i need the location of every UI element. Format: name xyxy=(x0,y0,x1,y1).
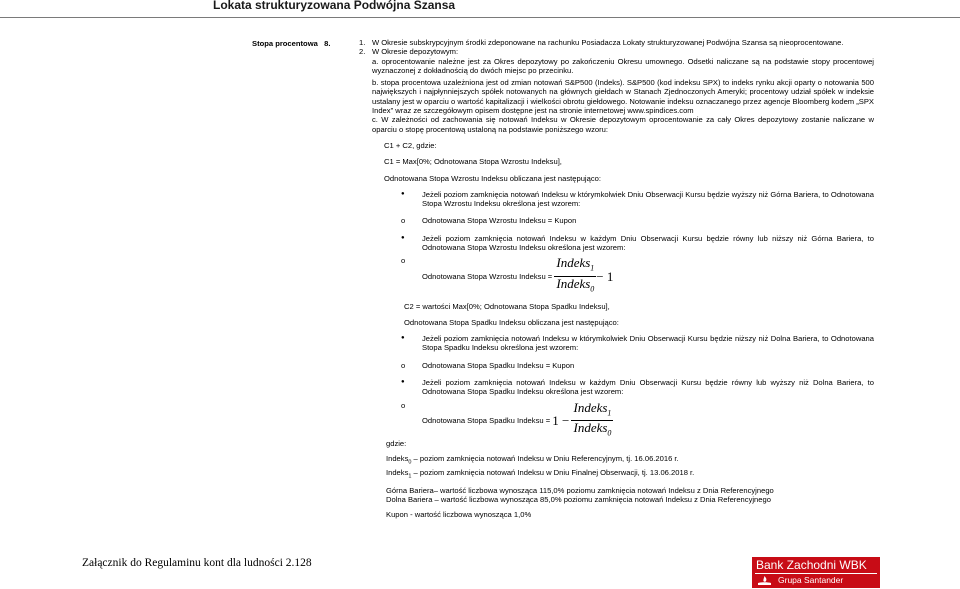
definition-dolna-bariera: Dolna Bariera – wartość liczbowa wynosząca 85,0% poziomu zamknięcia notowań Indeksu z Dnia Referencyjnego xyxy=(386,495,771,505)
footer-text: Załącznik do Regulaminu kont dla ludności 2.128 xyxy=(82,557,312,569)
c2-case1-result: o Odnotowana Stopa Spadku Indeksu = Kupon xyxy=(400,361,874,370)
page-title: Lokata strukturyzowana Podwójna Szansa xyxy=(213,0,456,12)
formula-c2-intro: Odnotowana Stopa Spadku Indeksu obliczana jest następująco: xyxy=(404,317,619,327)
definition-kupon: Kupon - wartość liczbowa wynosząca 1,0% xyxy=(386,510,532,520)
item-number: 2. xyxy=(359,47,366,57)
flame-icon xyxy=(757,576,772,585)
c2-case1: ● Jeżeli poziom zamknięcia notowań Indeksu w którymkolwiek Dniu Obserwacji Kursu będzie niższy niż Dolna Bariera, to Odnotowana Stopa Spadku Indeksu określona jest wzorem: xyxy=(400,334,874,353)
item-text: W Okresie subskrypcyjnym środki zdeponowane na rachunku Posiadacza Lokaty strukturyzowanej Podwójna Szansa są nieoprocentowane. xyxy=(372,38,844,47)
c1-case2-formula: o Odnotowana Stopa Wzrostu Indeksu = $\frac{Indeks_1}{Indeks_0}$ − 1 xyxy=(400,256,874,296)
subitem-c: c. W zależności od zachowania się notowań Indeksu w Okresie depozytowym oprocentowanie za cały Okres depozytowy zostanie naliczane w oparciu o stopę procentową ustaloną na podstawie poniższego wzoru: xyxy=(372,115,874,134)
c1-case1: ● Jeżeli poziom zamknięcia notowań Indeksu w którymkolwiek Dniu Obserwacji Kursu będzie wyższy niż Górna Bariera, to Odnotowana Stopa Wzrostu Indeksu określona jest wzorem: xyxy=(400,190,874,209)
c1-case2: ● Jeżeli poziom zamknięcia notowań Indeksu w każdym Dniu Obserwacji Kursu będzie równy lub niższy niż Górna Bariera, to Odnotowana Stopa Wzrostu Indeksu określona jest wzorem: xyxy=(400,234,874,253)
index-ratio-fraction: $\frac{Indeks_1}{Indeks_0}$ xyxy=(573,399,612,438)
formula-sum: C1 + C2, gdzie: xyxy=(384,140,437,150)
section-title: Stopa procentowa xyxy=(252,39,318,48)
logo-group-name: Grupa Santander xyxy=(778,575,844,585)
c1-case1-result: o Odnotowana Stopa Wzrostu Indeksu = Kupon xyxy=(400,216,874,225)
item-number: 1. xyxy=(359,38,366,47)
subitem-b: b. stopa procentowa uzależniona jest od zmian notowań S&P500 (Indeks). S&P500 (kod indeksu SPX) to indeks rynku akcji oparty o notowania 500 największych i najpłynniejszych spółek notowanych na głównych giełdach w Stanach Zjednoczonych Ameryki; procentowy udział spółek w indeksie ustalany jest w oparciu o wartość kapitalizacji i wielkości obrotu giełdowego. Notowanie indeksu oznaczanego przez agencje Bloomberg kodem „SPX Index” wraz ze szczegółowym opisem dostępne jest na stronie internetowej www.spindices.com xyxy=(372,78,874,116)
logo-divider xyxy=(755,573,877,574)
header-rule xyxy=(0,17,960,18)
definition-indeks1: Indeks$_1$ – poziom zamknięcia notowań Indeksu w Dniu Finalnej Obserwacji, tj. 13.06.2018 r. xyxy=(386,467,695,480)
c2-case2: ● Jeżeli poziom zamknięcia notowań Indeksu w każdym Dniu Obserwacji Kursu będzie równy lub wyższy niż Dolna Bariera, to Odnotowana Stopa Spadku Indeksu określona jest wzorem: xyxy=(400,378,874,397)
list-item xyxy=(359,38,874,47)
formula-c2-def: C2 = wartości Max[0%; Odnotowana Stopa Spadku Indeksu], xyxy=(404,301,610,311)
section-content xyxy=(359,38,874,520)
list-item xyxy=(359,47,874,56)
logo-name: Bank Zachodni WBK xyxy=(756,558,867,572)
section-number: 8. xyxy=(324,39,331,48)
formula-c1-def: C1 = Max[0%; Odnotowana Stopa Wzrostu Indeksu], xyxy=(384,157,562,167)
definition-gorna-bariera: Górna Bariera– wartość liczbowa wynosząca 115,0% poziomu zamknięcia notowań Indeksu z Dnia Referencyjnego xyxy=(386,485,774,495)
item-text: W Okresie depozytowym: xyxy=(372,47,459,57)
definitions-label: gdzie: xyxy=(386,438,407,448)
index-ratio-fraction: $\frac{Indeks_1}{Indeks_0}$ xyxy=(556,255,595,294)
formula-c1-intro: Odnotowana Stopa Wzrostu Indeksu obliczana jest następująco: xyxy=(384,173,601,183)
subitem-a: a. oprocentowanie należne jest za Okres depozytowy po zakończeniu Okresu umownego. Odsetki naliczane są na podstawie stopy procentowej wyznaczonej z dokładnością do dwóch miejsc po przecinku. xyxy=(372,56,874,75)
bank-logo xyxy=(752,557,880,588)
definition-indeks0: Indeks$_0$ – poziom zamknięcia notowań Indeksu w Dniu Referencyjnym, tj. 16.06.2016 r. xyxy=(386,454,679,466)
c2-case2-formula: o Odnotowana Stopa Spadku Indeksu = 1 − $\frac{Indeks_1}{Indeks_0}$ xyxy=(400,401,874,441)
section-label xyxy=(252,39,331,48)
